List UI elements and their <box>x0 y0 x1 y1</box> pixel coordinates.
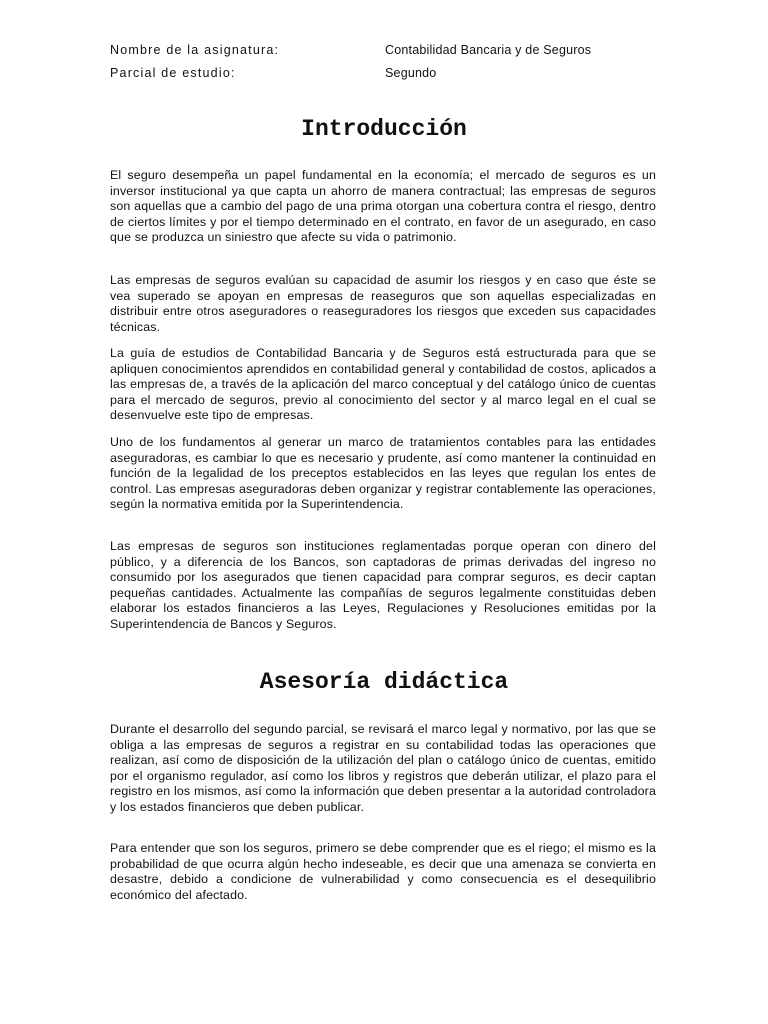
didactic-paragraph: Para entender que son los seguros, primero se debe comprender que es el riego; el mismo es la probabilidad de que ocurra algún hecho indeseable, es decir que una amenaza se convierta en desastre, debido a condicione de vulnerabilidad y como consecuencia es el desequilibrio económico del afectado. <box>110 841 656 902</box>
introduction-paragraph: El seguro desempeña un papel fundamental en la economía; el mercado de seguros es un inversor institucional ya que capta un ahorro de manera contractual; las empresas de seguros son aquellas que a cambio del pago de una prima otorgan una cobertura contra el riesgo, dentro de ciertos límites y por el tiempo determinado en el contrato, en favor de un asegurado, en caso que se produzca un siniestro que afecte su vida o patrimonio. <box>110 168 656 245</box>
didactic-heading: Asesoría didáctica <box>259 669 509 695</box>
partial-value: Segundo <box>385 66 437 80</box>
didactic-paragraph: Durante el desarrollo del segundo parcial, se revisará el marco legal y normativo, por las que se obliga a las empresas de seguros a registrar en su contabilidad todas las operaciones que realizan, así como de disposición de la utilización del plan o catálogo único de cuentas, emitido por el organismo regulador, así como los libros y registros que deberán utilizar, el plazo para el registro en los mismos, así como la información que deben presentar a la autoridad controladora y los estados financieros que deben publicar. <box>110 722 656 814</box>
introduction-paragraph: La guía de estudios de Contabilidad Bancaria y de Seguros está estructurada para que se apliquen conocimientos aprendidos en contabilidad general y contabilidad de costos, aplicados a las empresas de, a través de la aplicación del marco conceptual y del catálogo único de cuentas para el mercado de seguros, previo al conocimiento del sector y al marco legal en el cual se desenvuelve este tipo de empresas. <box>110 346 656 423</box>
introduction-paragraph: Las empresas de seguros son instituciones reglamentadas porque operan con dinero del público, y a diferencia de los Bancos, son captadoras de primas derivadas del ingreso no consumido por los asegurados que tienen capacidad para comprar seguros, es decir captan pequeñas cantidades. Actualmente las compañías de seguros legalmente constituidas deben elaborar los estados financieros a las Leyes, Regulaciones y Resoluciones emitidas por la Superintendencia de Bancos y Seguros. <box>110 539 656 631</box>
introduction-paragraph: Las empresas de seguros evalúan su capacidad de asumir los riesgos y en caso que éste se vea superado se apoyan en empresas de reaseguros que son aquellas especializadas en distribuir entre otros aseguradores o reaseguradores los riesgos que exceden sus capacidades técnicas. <box>110 273 656 334</box>
partial-row <box>110 65 437 81</box>
subject-row <box>110 42 592 58</box>
partial-label: Parcial de estudio: <box>110 66 236 80</box>
introduction-paragraph: Uno de los fundamentos al generar un marco de tratamientos contables para las entidades aseguradoras, es cambiar lo que es necesario y prudente, así como mantener la continuidad en función de la legalidad de los preceptos establecidos en las leyes que regulan los entes de control. Las empresas aseguradoras deben organizar y registrar contablemente las operaciones, según la normativa emitida por la Superintendencia. <box>110 435 656 512</box>
subject-label: Nombre de la asignatura: <box>110 43 280 57</box>
introduction-heading: Introducción <box>301 116 467 142</box>
subject-value: Contabilidad Bancaria y de Seguros <box>385 43 592 57</box>
